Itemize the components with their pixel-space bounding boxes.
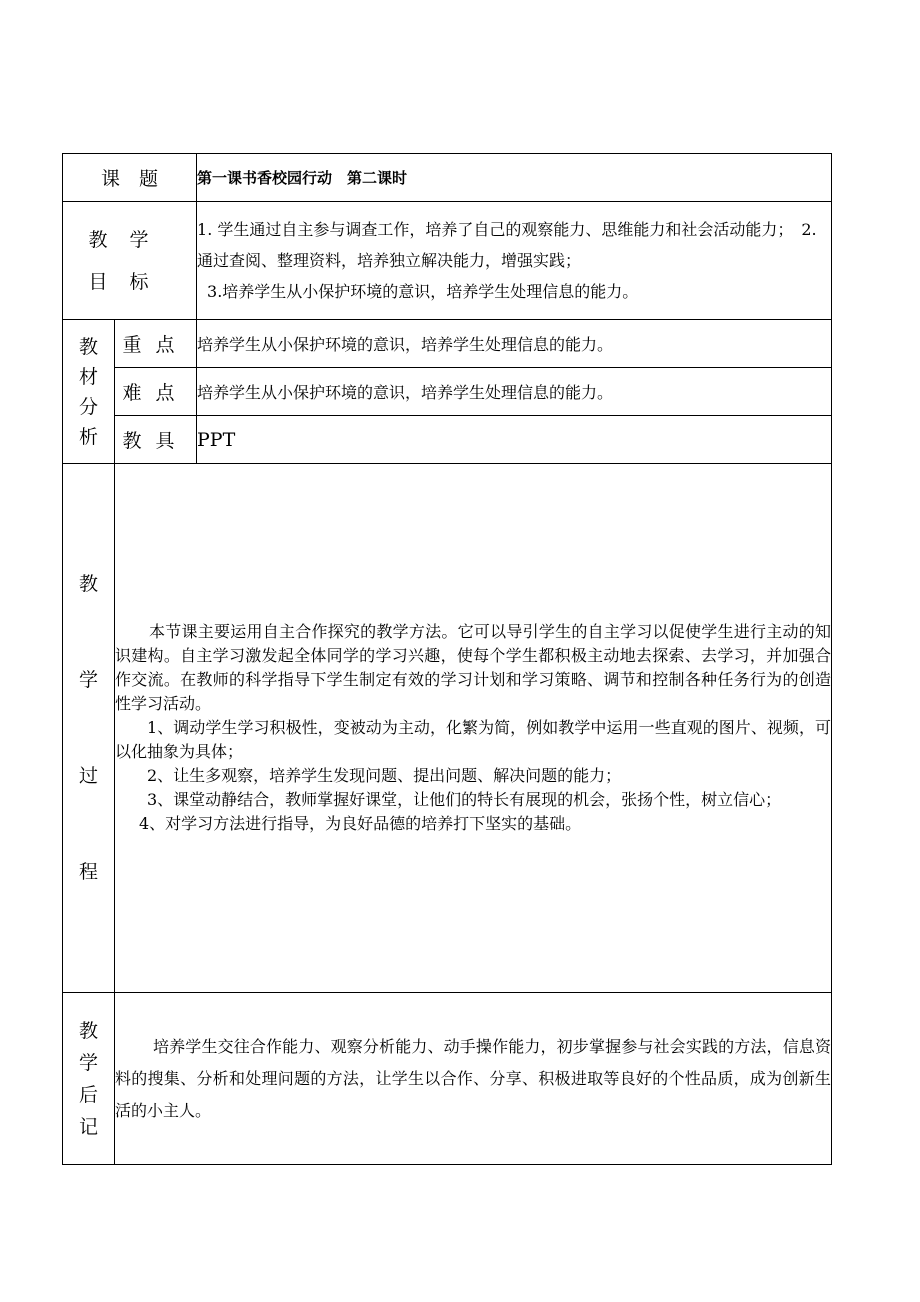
process-label-char: 程 (78, 861, 98, 883)
process-item-1: 1、调动学生学习积极性，变被动为主动，化繁为简，例如教学中运用一些直观的图片、视频，可以化抽象为具体； (115, 718, 832, 761)
process-item-4: 4、对学习方法进行指导，为良好品德的培养打下坚实的基础。 (139, 814, 582, 833)
difficult-point-row (63, 368, 832, 416)
analysis-label (63, 320, 115, 464)
process-label-char: 教 (78, 573, 98, 595)
process-label-char: 学 (78, 669, 98, 691)
analysis-label-char: 分 (78, 395, 98, 418)
goals-label-line1: 教学 (88, 228, 171, 251)
reflection-label-char: 记 (78, 1115, 98, 1138)
analysis-label-char: 析 (78, 425, 98, 448)
course-title: 第一课书香校园行动 第二课时 (197, 154, 832, 202)
course-label: 课 题 (63, 154, 197, 202)
goals-line2: 3.培养学生从小保护环境的意识，培养学生处理信息的能力。 (207, 282, 639, 301)
goals-label (63, 202, 197, 320)
reflection-label-char: 后 (78, 1083, 98, 1106)
process-label (63, 464, 115, 993)
goals-row (63, 202, 832, 320)
process-item-2: 2、让生多观察，培养学生发现问题、提出问题、解决问题的能力； (147, 766, 622, 785)
course-row (63, 154, 832, 202)
key-point-text: 培养学生从小保护环境的意识，培养学生处理信息的能力。 (197, 320, 832, 368)
reflection-text: 培养学生交往合作能力、观察分析能力、动手操作能力，初步掌握参与社会实践的方法，信息资料的搜集、分析和处理问题的方法，让学生以合作、分享、积极进取等良好的个性品质，成为创新生活的小主人。 (115, 993, 832, 1165)
process-row (63, 464, 832, 993)
analysis-label-char: 教 (78, 335, 98, 358)
teaching-tools-label: 教具 (115, 416, 197, 464)
reflection-label (63, 993, 115, 1165)
teaching-tools-row (63, 416, 832, 464)
process-content (115, 464, 832, 993)
process-intro: 本节课主要运用自主合作探究的教学方法。它可以导引学生的自主学习以促使学生进行主动的知识建构。自主学习激发起全体同学的学习兴趣，使每个学生都积极主动地去探索、去学习，并加强合作交流。在教师的科学指导下学生制定有效的学习计划和学习策略、调节和控制各种任务行为的创造性学习活动。 (115, 622, 832, 713)
goals-content (197, 202, 832, 320)
goals-label-line2: 目标 (88, 270, 171, 293)
process-label-char: 过 (78, 765, 98, 787)
reflection-row (63, 993, 832, 1165)
teaching-tools-text: PPT (197, 416, 832, 464)
key-point-row (63, 320, 832, 368)
lesson-plan-table (62, 153, 832, 1165)
goals-line1: 1. 学生通过自主参与调查工作，培养了自己的观察能力、思维能力和社会活动能力； 2.通过查阅、整理资料，培养独立解决能力，增强实践； (197, 220, 817, 270)
reflection-label-char: 教 (78, 1019, 98, 1042)
difficult-point-text: 培养学生从小保护环境的意识，培养学生处理信息的能力。 (197, 368, 832, 416)
reflection-label-char: 学 (78, 1051, 98, 1074)
difficult-point-label: 难点 (115, 368, 197, 416)
key-point-label: 重点 (115, 320, 197, 368)
analysis-label-char: 材 (78, 365, 98, 388)
process-item-3: 3、课堂动静结合，教师掌握好课堂，让他们的特长有展现的机会，张扬个性，树立信心； (147, 790, 782, 809)
